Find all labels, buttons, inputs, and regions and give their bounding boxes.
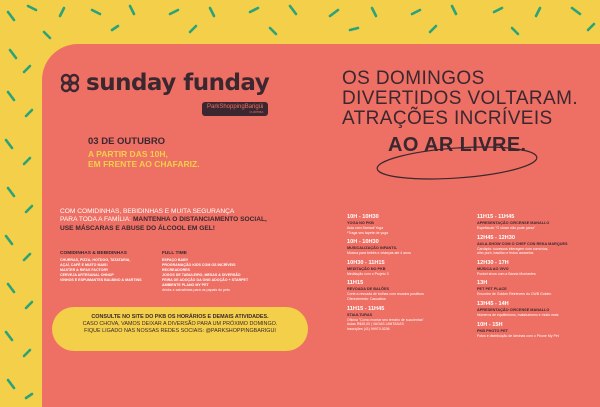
logo-title: sunday funday (86, 70, 270, 96)
schedule-time: 10H30 - 11H15 (347, 259, 385, 266)
schedule-time: 13H (477, 280, 488, 287)
schedule-time: 11H15 (347, 280, 364, 287)
schedule-title: PKB PHOTO PET (477, 328, 508, 333)
highlight-oval (372, 142, 542, 184)
schedule-description: Inscrições (41) 99970-0206 (347, 326, 390, 331)
notice-line-2: CASO CHOVA, VAMOS DEIXAR A DIVERSÃO PARA UM PRÓXIMO DOMINGO. (82, 321, 278, 328)
sunday-funday-logo (60, 70, 269, 96)
event-time (88, 149, 200, 169)
schedule-description: Pocket show com a Banda Montantes (477, 271, 536, 276)
food-heading: COMIDINHAS & BEBIDINHAS (60, 251, 127, 256)
intro-line-3: USE MÁSCARAS E ABUSE DO ÁLCOOL EM GEL! (60, 224, 215, 232)
schedule-item (477, 260, 587, 277)
schedule-item (477, 322, 587, 339)
schedule-title: MEDITAÇÃO NO PKB (347, 266, 386, 271)
schedule-column-a (347, 214, 462, 335)
schedule-description: Música para bebês e crianças até 4 anos (347, 251, 411, 256)
list-item: FEIRA DE ADOÇÃO DA ONG ADOÇÃO + STARPET (162, 278, 249, 282)
park-shopping-badge (202, 102, 268, 116)
schedule-item (347, 239, 462, 256)
list-item: MASTER & RIFAS FACTORY (60, 268, 109, 272)
list-item: AÇAÍ, CAFÉ E MUITO MAIS! (60, 263, 108, 267)
schedule-title: REVOADA DE BALÕES (347, 287, 390, 292)
schedule-title: PET PET PLACE (477, 287, 507, 292)
info-notice (52, 307, 308, 351)
schedule-description: *Traga seu tapete de yoga (347, 230, 389, 235)
list-item: CERVEJA ARTESANAL OHNUP (60, 273, 114, 277)
list-item: AMBIENTE PLANO MY PET (162, 283, 209, 287)
schedule-item (347, 260, 462, 277)
list-item: VINHOS E ESPUMANTES BALBINO & MARTINS (60, 278, 142, 282)
flower-logo-icon (60, 73, 80, 93)
schedule-title: AULA-SHOW COM O CHEF CON REKA MARQUES (477, 241, 568, 246)
schedule-item (477, 235, 587, 256)
schedule-item (347, 306, 462, 332)
park-shopping-name: ParkShoppingBarigüi (207, 104, 264, 110)
schedule-item (347, 280, 462, 301)
schedule-title: APRESENTAÇÃO CIRCENSE MANALLO (477, 307, 550, 312)
schedule-time: 12H45 - 12H30 (477, 234, 515, 241)
schedule-title: STAULTURAS (347, 312, 373, 317)
list-item: PROGRAMAÇÃO KIDS COM OS INCRÍVEIS (162, 263, 236, 267)
schedule-description: Fotos e distribuição de lâminas com o Phone My Pet (477, 333, 559, 338)
schedule-description: Cardápio: sucessos interagem com convívios, (477, 246, 549, 251)
intro-line-2b: MANTENHA O DISTANCIAMENTO SOCIAL, (132, 216, 267, 224)
schedule-item (477, 214, 587, 231)
schedule-column-b (477, 214, 587, 342)
intro-text (60, 208, 310, 233)
schedule-description: Encontro de Golden Retrievers do CWB Golden (477, 292, 552, 297)
schedule-time: 13H45 - 14H (477, 300, 509, 307)
schedule-time: 10H - 10H30 (347, 239, 379, 246)
schedule-description: Aulas R$45,00 | VAGAS LIMITADAS (347, 322, 404, 327)
headline-line-4: AO AR LIVRE. (388, 134, 527, 156)
list-item: RECREADORES (162, 268, 190, 272)
schedule-time: 10H - 10H30 (347, 214, 379, 220)
schedule-time: 12H30 - 17H (477, 259, 509, 266)
intro-line-1: COM COMIDINHAS, BEBIDINHAS E MUITA SEGURANÇA (60, 208, 235, 215)
intro-line-2a: PARA TODA A FAMÍLIA: (60, 216, 133, 224)
schedule-title: APRESENTAÇÃO CIRCENSE MANALLO (477, 221, 550, 225)
schedule-description: Meditação com o Projeto 3 (347, 271, 389, 276)
event-time-line-2: EM FRENTE AO CHAFARIZ. (88, 159, 200, 169)
schedule-title: MÚSICA AO VIVO (477, 266, 509, 271)
schedule-item (477, 301, 587, 318)
schedule-title: YOGA NO PKB (347, 221, 374, 225)
headline-line-2: DIVERTIDOS VOLTARAM. (342, 88, 579, 109)
fulltime-heading: FULL TIME (162, 251, 187, 256)
list-item: CHURRAS, PIZZA, HOTDOG, TATATARIA, (60, 258, 131, 262)
headline-line-3: ATRAÇÕES INCRÍVEIS (342, 108, 553, 129)
schedule-description: Oferecimento: Cacoativa (347, 296, 386, 301)
event-poster (42, 44, 600, 407)
intro-line-2 (60, 216, 310, 224)
schedule-item (477, 280, 587, 297)
schedule-description: Números de equilibrismo, malabarismo e muito mais (477, 312, 559, 317)
park-shopping-city: CURITIBA (249, 110, 264, 114)
schedule-description: Oficina "Como montar seu terrário de suculentas" (347, 317, 424, 322)
fulltime-column (162, 251, 302, 293)
notice-line-1: CONSULTE NO SITE DO PKB OS HORÁRIOS E DEMAIS ATIVIDADES. (91, 314, 269, 320)
notice-line-3: FIQUE LIGADO NAS NOSSAS REDES SOCIAIS: @PARKSHOPPINGBARIGUI (84, 328, 276, 335)
schedule-description: alho porô, basílico e frutos amarelos (477, 251, 534, 256)
schedule-description: Aula com Samadi Yoga (347, 226, 384, 230)
event-date: 03 DE OUTUBRO (88, 136, 166, 147)
schedule-description: Corte a revoada de bolhas com recados positivos (347, 292, 424, 297)
list-item: ESPAÇO BABY (162, 258, 189, 262)
schedule-title: MUSICALIZAÇÃO INFANTIL (347, 246, 397, 251)
headline-line-1: OS DOMINGOS (342, 68, 485, 89)
schedule-time: 11H15 - 11H45 (347, 305, 385, 312)
food-column (60, 251, 160, 283)
list-item: drinks e salvatintas para os papais do pets (162, 288, 230, 292)
schedule-item (347, 214, 462, 235)
list-item: JOGOS DE TABULEIRO, MESAS & DIVERSÃO (162, 273, 241, 277)
schedule-time: 11H15 - 11H45 (477, 214, 515, 220)
schedule-time: 10H - 15H (477, 321, 503, 328)
event-time-line-1: A PARTIR DAS 10H, (88, 149, 168, 159)
schedule-description: Espetáculo "O clown não pode parar" (477, 226, 536, 230)
